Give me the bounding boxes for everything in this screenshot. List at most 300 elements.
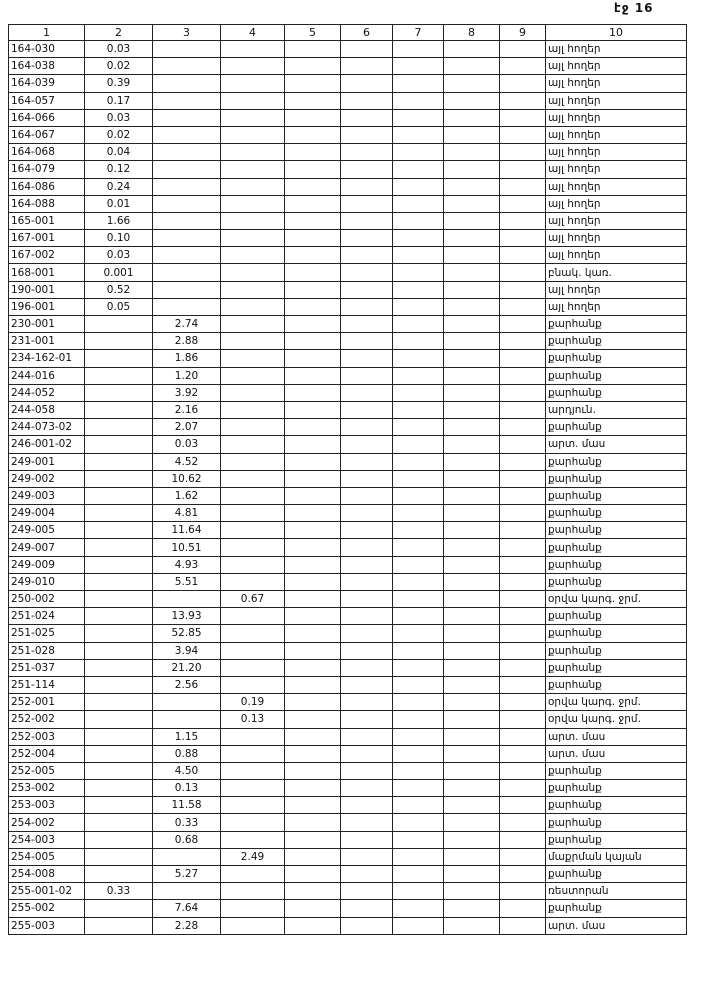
table-cell	[444, 126, 500, 143]
table-cell: օրվա կարգ. ջրմ.	[546, 694, 687, 711]
table-cell	[221, 556, 285, 573]
table-cell	[341, 866, 393, 883]
table-cell: այլ հողեր	[546, 126, 687, 143]
table-cell	[341, 212, 393, 229]
table-row	[9, 762, 687, 779]
table-cell	[500, 178, 546, 195]
table-cell	[153, 58, 221, 75]
table-cell	[153, 247, 221, 264]
table-cell	[85, 384, 153, 401]
table-row	[9, 144, 687, 161]
table-cell	[444, 591, 500, 608]
table-row	[9, 676, 687, 693]
table-row	[9, 556, 687, 573]
table-cell: այլ հողեր	[546, 230, 687, 247]
table-cell: 164-079	[9, 161, 85, 178]
table-cell	[221, 505, 285, 522]
table-cell	[153, 41, 221, 58]
table-cell: 196-001	[9, 298, 85, 315]
table-cell	[393, 883, 444, 900]
table-cell	[444, 883, 500, 900]
table-cell	[500, 866, 546, 883]
table-cell: 244-052	[9, 384, 85, 401]
table-cell	[341, 539, 393, 556]
table-cell	[500, 41, 546, 58]
table-cell: 249-010	[9, 573, 85, 590]
table-cell	[285, 848, 341, 865]
table-cell	[500, 264, 546, 281]
table-cell	[500, 659, 546, 676]
table-cell: այլ հողեր	[546, 178, 687, 195]
table-cell: 1.20	[153, 367, 221, 384]
table-cell	[285, 367, 341, 384]
table-cell	[500, 92, 546, 109]
table-cell	[393, 419, 444, 436]
table-cell: մաքրման կայան	[546, 848, 687, 865]
table-cell	[500, 814, 546, 831]
table-cell: 254-003	[9, 831, 85, 848]
table-cell: 0.03	[153, 436, 221, 453]
table-row	[9, 92, 687, 109]
table-cell: բնակ. կառ.	[546, 264, 687, 281]
table-cell: 246-001-02	[9, 436, 85, 453]
table-cell	[393, 866, 444, 883]
table-cell	[221, 539, 285, 556]
table-cell: արտ. մաս	[546, 728, 687, 745]
table-cell	[85, 625, 153, 642]
table-cell: քարհանք	[546, 573, 687, 590]
table-cell	[393, 676, 444, 693]
table-cell: քարհանք	[546, 831, 687, 848]
table-cell: 0.67	[221, 591, 285, 608]
table-cell	[341, 762, 393, 779]
table-cell	[285, 728, 341, 745]
table-cell	[285, 676, 341, 693]
table-cell: 255-001-02	[9, 883, 85, 900]
table-cell: քարհանք	[546, 659, 687, 676]
table-cell	[285, 917, 341, 934]
table-cell	[500, 591, 546, 608]
table-cell: այլ հողեր	[546, 75, 687, 92]
table-cell	[444, 212, 500, 229]
table-cell	[393, 384, 444, 401]
table-cell: 244-058	[9, 401, 85, 418]
table-row	[9, 264, 687, 281]
table-cell	[444, 264, 500, 281]
table-cell	[393, 144, 444, 161]
table-cell	[393, 333, 444, 350]
table-cell	[341, 126, 393, 143]
table-cell	[341, 75, 393, 92]
table-cell	[393, 316, 444, 333]
table-cell: 21.20	[153, 659, 221, 676]
table-cell	[341, 41, 393, 58]
table-cell	[500, 161, 546, 178]
table-cell	[500, 831, 546, 848]
table-cell	[341, 659, 393, 676]
table-cell	[285, 58, 341, 75]
table-cell	[221, 126, 285, 143]
table-row	[9, 505, 687, 522]
table-cell	[221, 608, 285, 625]
table-cell	[285, 298, 341, 315]
table-cell	[285, 694, 341, 711]
table-cell	[221, 144, 285, 161]
table-cell	[285, 41, 341, 58]
table-cell: այլ հողեր	[546, 161, 687, 178]
table-cell	[444, 762, 500, 779]
table-cell	[393, 281, 444, 298]
table-cell	[393, 625, 444, 642]
table-cell	[221, 92, 285, 109]
table-cell	[285, 866, 341, 883]
table-cell	[393, 212, 444, 229]
table-cell	[221, 573, 285, 590]
table-cell	[444, 505, 500, 522]
table-cell	[500, 522, 546, 539]
table-row	[9, 333, 687, 350]
table-cell	[153, 212, 221, 229]
table-cell: 2.56	[153, 676, 221, 693]
table-cell: այլ հողեր	[546, 58, 687, 75]
table-cell	[285, 831, 341, 848]
table-cell	[393, 264, 444, 281]
table-cell: 254-008	[9, 866, 85, 883]
table-cell	[85, 900, 153, 917]
table-cell	[285, 900, 341, 917]
table-cell	[85, 573, 153, 590]
table-row	[9, 642, 687, 659]
table-cell: 249-004	[9, 505, 85, 522]
table-cell	[341, 797, 393, 814]
table-cell	[393, 556, 444, 573]
table-cell: 0.03	[85, 41, 153, 58]
table-row	[9, 866, 687, 883]
table-cell: քարհանք	[546, 780, 687, 797]
table-cell: 0.12	[85, 161, 153, 178]
table-cell	[444, 453, 500, 470]
table-cell	[221, 401, 285, 418]
table-cell	[393, 470, 444, 487]
table-cell	[221, 487, 285, 504]
table-cell: քարհանք	[546, 539, 687, 556]
table-row	[9, 436, 687, 453]
column-header: 3	[153, 25, 221, 41]
table-cell	[341, 694, 393, 711]
table-cell	[341, 522, 393, 539]
table-cell	[285, 505, 341, 522]
table-cell	[500, 109, 546, 126]
table-cell	[444, 195, 500, 212]
table-cell	[444, 178, 500, 195]
table-cell	[393, 762, 444, 779]
table-cell	[153, 298, 221, 315]
table-cell: արտ. մաս	[546, 917, 687, 934]
table-cell	[85, 659, 153, 676]
table-cell	[285, 401, 341, 418]
table-cell	[444, 58, 500, 75]
table-cell	[500, 487, 546, 504]
table-cell: այլ հողեր	[546, 195, 687, 212]
table-cell	[500, 711, 546, 728]
table-row	[9, 522, 687, 539]
table-cell	[500, 453, 546, 470]
table-cell	[221, 230, 285, 247]
column-header: 9	[500, 25, 546, 41]
table-cell	[500, 573, 546, 590]
table-cell	[285, 470, 341, 487]
land-plots-table	[8, 24, 687, 935]
table-cell	[444, 247, 500, 264]
table-cell: 249-002	[9, 470, 85, 487]
table-row	[9, 58, 687, 75]
table-cell: 249-005	[9, 522, 85, 539]
table-row	[9, 659, 687, 676]
table-cell	[153, 848, 221, 865]
table-cell	[500, 298, 546, 315]
table-row	[9, 591, 687, 608]
table-cell	[444, 522, 500, 539]
table-cell	[500, 195, 546, 212]
table-cell: 252-001	[9, 694, 85, 711]
table-cell: քարհանք	[546, 556, 687, 573]
table-cell	[444, 711, 500, 728]
table-cell: 0.05	[85, 298, 153, 315]
table-cell	[393, 711, 444, 728]
table-cell: 249-001	[9, 453, 85, 470]
page-number: էջ 16	[614, 1, 654, 15]
table-cell: 164-067	[9, 126, 85, 143]
table-cell: 0.33	[85, 883, 153, 900]
table-cell: 0.02	[85, 126, 153, 143]
table-cell: 165-001	[9, 212, 85, 229]
table-cell: 251-025	[9, 625, 85, 642]
table-cell	[393, 247, 444, 264]
table-cell: 249-009	[9, 556, 85, 573]
table-cell	[341, 264, 393, 281]
table-cell	[500, 917, 546, 934]
table-cell	[444, 625, 500, 642]
table-cell	[393, 350, 444, 367]
table-cell	[221, 642, 285, 659]
table-cell	[341, 745, 393, 762]
table-row	[9, 384, 687, 401]
table-cell	[221, 625, 285, 642]
table-cell	[341, 109, 393, 126]
table-cell	[444, 109, 500, 126]
table-cell	[393, 539, 444, 556]
table-cell	[85, 762, 153, 779]
table-row	[9, 178, 687, 195]
column-header: 6	[341, 25, 393, 41]
table-cell: 0.39	[85, 75, 153, 92]
table-cell	[285, 230, 341, 247]
table-cell: 2.28	[153, 917, 221, 934]
table-cell	[221, 281, 285, 298]
table-cell	[393, 92, 444, 109]
table-cell: 0.01	[85, 195, 153, 212]
table-cell	[393, 591, 444, 608]
column-header: 10	[546, 25, 687, 41]
table-cell	[500, 883, 546, 900]
table-cell	[500, 728, 546, 745]
table-cell: 234-162-01	[9, 350, 85, 367]
table-cell: 164-030	[9, 41, 85, 58]
table-cell	[285, 144, 341, 161]
table-cell	[285, 247, 341, 264]
table-cell	[341, 848, 393, 865]
table-row	[9, 694, 687, 711]
table-cell	[221, 247, 285, 264]
table-cell	[500, 694, 546, 711]
table-cell	[341, 676, 393, 693]
table-cell	[393, 126, 444, 143]
table-cell	[221, 883, 285, 900]
table-cell: քարհանք	[546, 797, 687, 814]
table-cell	[393, 573, 444, 590]
table-cell	[500, 384, 546, 401]
table-cell	[285, 126, 341, 143]
table-cell: քարհանք	[546, 367, 687, 384]
table-cell: 0.19	[221, 694, 285, 711]
table-row	[9, 780, 687, 797]
table-cell: 2.88	[153, 333, 221, 350]
table-cell	[285, 539, 341, 556]
table-cell	[341, 195, 393, 212]
table-cell	[285, 814, 341, 831]
table-cell: այլ հողեր	[546, 144, 687, 161]
table-cell	[153, 883, 221, 900]
table-cell	[85, 745, 153, 762]
table-cell	[393, 642, 444, 659]
table-cell	[85, 591, 153, 608]
table-cell	[393, 522, 444, 539]
table-cell	[341, 883, 393, 900]
table-cell	[85, 436, 153, 453]
table-cell	[444, 298, 500, 315]
table-cell: քարհանք	[546, 625, 687, 642]
table-row	[9, 797, 687, 814]
table-cell	[85, 711, 153, 728]
table-row	[9, 350, 687, 367]
table-cell	[444, 487, 500, 504]
table-cell	[444, 161, 500, 178]
table-cell	[500, 58, 546, 75]
table-cell: քարհանք	[546, 419, 687, 436]
table-cell	[444, 556, 500, 573]
table-cell	[285, 333, 341, 350]
table-cell	[500, 608, 546, 625]
table-cell: քարհանք	[546, 316, 687, 333]
table-cell: 244-073-02	[9, 419, 85, 436]
table-cell: 3.94	[153, 642, 221, 659]
table-cell	[500, 745, 546, 762]
table-cell: 1.15	[153, 728, 221, 745]
table-cell	[285, 883, 341, 900]
table-row	[9, 625, 687, 642]
table-cell	[285, 659, 341, 676]
table-cell	[341, 625, 393, 642]
table-cell: այլ հողեր	[546, 92, 687, 109]
table-cell	[500, 247, 546, 264]
table-cell	[221, 161, 285, 178]
table-cell	[221, 453, 285, 470]
table-cell	[285, 384, 341, 401]
table-cell	[393, 745, 444, 762]
table-row	[9, 126, 687, 143]
table-cell	[444, 281, 500, 298]
table-cell: 0.17	[85, 92, 153, 109]
table-cell: քարհանք	[546, 642, 687, 659]
table-cell	[500, 144, 546, 161]
table-cell	[444, 230, 500, 247]
table-cell	[444, 401, 500, 418]
table-cell	[285, 212, 341, 229]
table-cell	[285, 419, 341, 436]
table-cell: 7.64	[153, 900, 221, 917]
table-cell	[500, 316, 546, 333]
table-cell	[444, 92, 500, 109]
table-cell	[500, 676, 546, 693]
table-cell	[285, 161, 341, 178]
table-cell: 164-068	[9, 144, 85, 161]
table-cell	[221, 333, 285, 350]
table-cell: 252-003	[9, 728, 85, 745]
table-cell	[393, 917, 444, 934]
table-cell	[444, 350, 500, 367]
table-cell	[221, 676, 285, 693]
table-cell: 0.88	[153, 745, 221, 762]
table-cell	[393, 401, 444, 418]
table-cell	[153, 144, 221, 161]
table-cell	[285, 350, 341, 367]
table-cell: այլ հողեր	[546, 109, 687, 126]
table-cell: 164-038	[9, 58, 85, 75]
table-cell	[85, 780, 153, 797]
table-cell: 253-002	[9, 780, 85, 797]
table-row	[9, 401, 687, 418]
table-cell	[341, 247, 393, 264]
table-cell	[393, 367, 444, 384]
table-cell	[393, 814, 444, 831]
table-cell	[393, 900, 444, 917]
table-cell	[285, 556, 341, 573]
table-cell	[153, 161, 221, 178]
table-cell	[221, 762, 285, 779]
table-cell	[500, 436, 546, 453]
table-cell	[221, 264, 285, 281]
table-cell	[393, 436, 444, 453]
table-cell	[393, 453, 444, 470]
table-cell	[341, 642, 393, 659]
table-cell: 251-024	[9, 608, 85, 625]
table-cell: 0.02	[85, 58, 153, 75]
table-cell: քարհանք	[546, 814, 687, 831]
table-row	[9, 848, 687, 865]
table-cell	[444, 573, 500, 590]
table-cell	[85, 401, 153, 418]
table-cell: 0.33	[153, 814, 221, 831]
table-header-row	[9, 25, 687, 41]
table-cell	[221, 41, 285, 58]
column-header: 5	[285, 25, 341, 41]
table-cell	[444, 539, 500, 556]
table-cell: 252-002	[9, 711, 85, 728]
table-cell	[341, 814, 393, 831]
table-cell	[85, 831, 153, 848]
table-cell	[285, 608, 341, 625]
table-cell: 0.13	[153, 780, 221, 797]
